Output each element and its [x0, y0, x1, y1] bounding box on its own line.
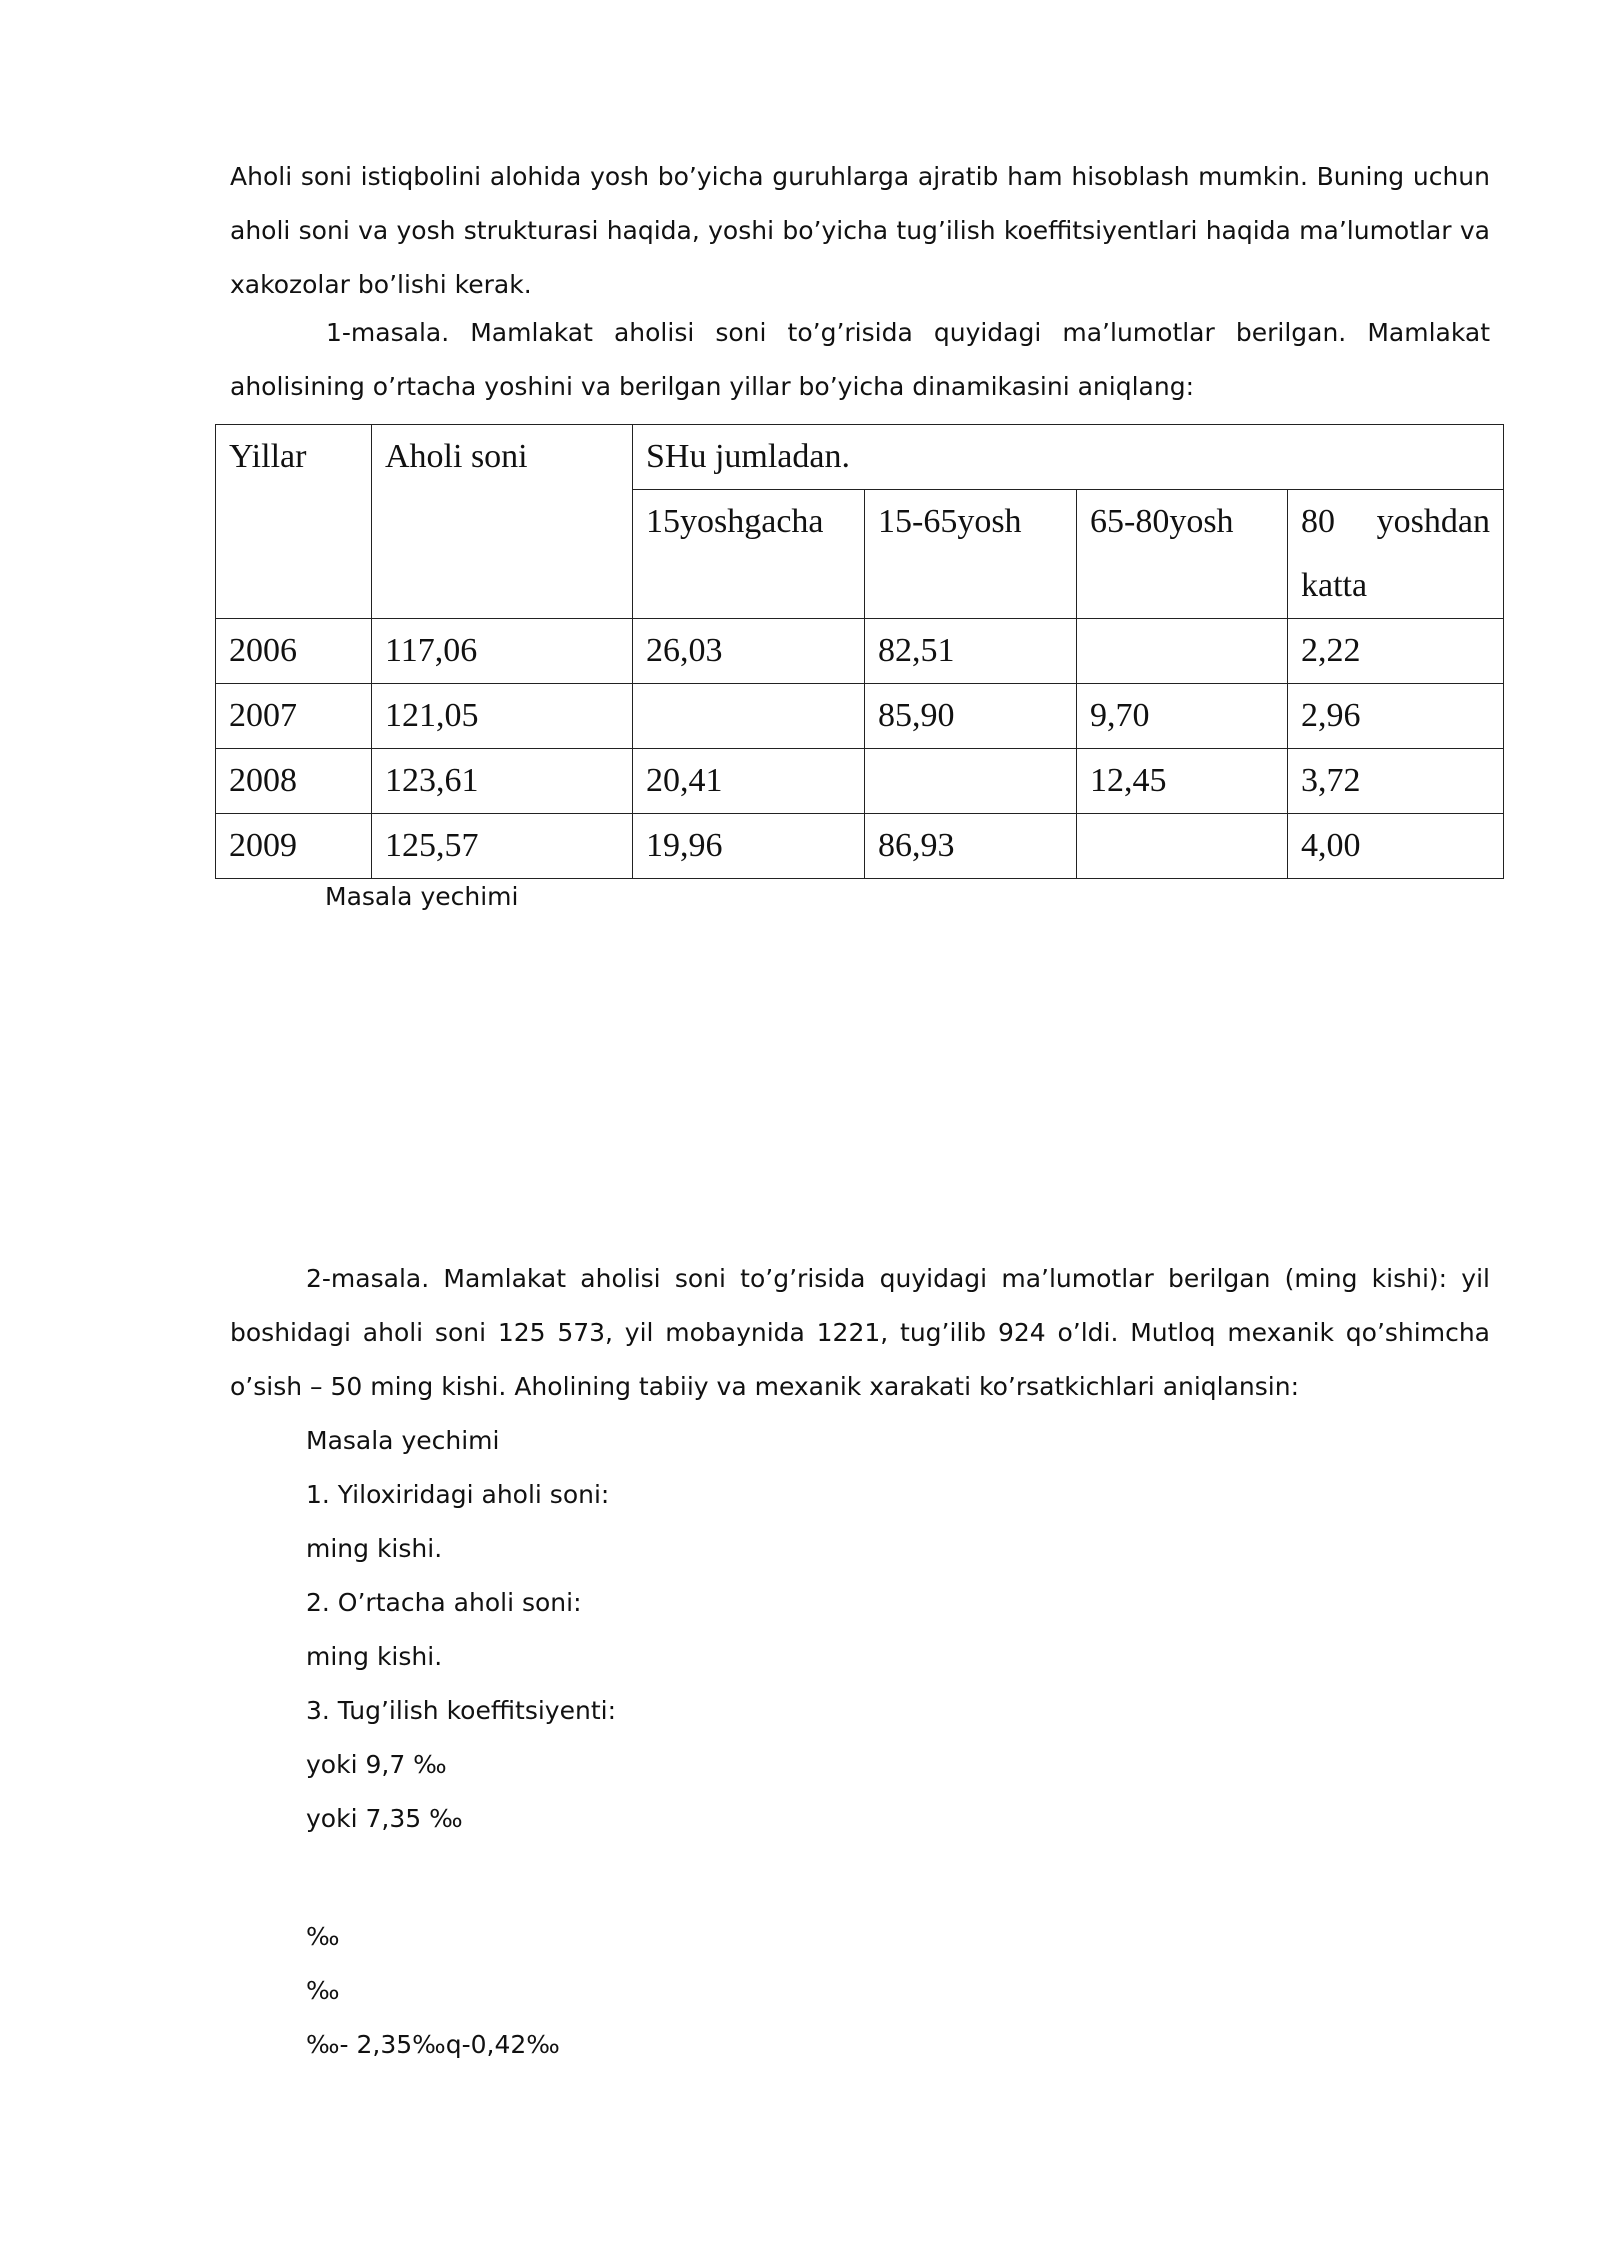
table-cell: 2006: [216, 619, 372, 684]
solution-line: ming kishi.: [306, 1534, 443, 1563]
table-row: [216, 684, 1504, 749]
solution-line: 3. Tug’ilish koeffitsiyenti:: [306, 1696, 616, 1725]
problem1-solution-label: Masala yechimi: [325, 882, 519, 911]
table-header-row: [216, 425, 1504, 490]
table-cell: [1077, 619, 1288, 684]
header-age-group: 15yoshgacha: [633, 490, 865, 619]
solution-line: ming kishi.: [306, 1642, 443, 1671]
solution-line: yoki 9,7 ‰: [306, 1750, 447, 1779]
table-cell: 26,03: [633, 619, 865, 684]
header-age-group: 65-80yosh: [1077, 490, 1288, 619]
table-cell: [1077, 814, 1288, 879]
table-cell: 2007: [216, 684, 372, 749]
solution-line: ‰: [306, 1922, 340, 1951]
solution-line: 1. Yiloxiridagi aholi soni:: [306, 1480, 610, 1509]
table-cell: 2008: [216, 749, 372, 814]
problem2-statement: 2-masala. Mamlakat aholisi soni to’g’risida quyidagi ma’lumotlar berilgan (ming kishi): yil boshidagi aholi soni 125 573, yil mobaynida 1221, tug’ilib 924 o’ldi. Mutloq mexanik qo’shimcha o’sish – 50 ming kishi. Aholining tabiiy va mexanik xarakati ko’rsatkichlari aniqlansin:: [230, 1264, 1490, 1401]
solution-line: 2. O’rtacha aholi soni:: [306, 1588, 582, 1617]
population-table: [215, 424, 1504, 879]
table-cell: 2009: [216, 814, 372, 879]
table-cell: 125,57: [372, 814, 633, 879]
table-row: [216, 619, 1504, 684]
table-row: [216, 749, 1504, 814]
solution-line: ‰: [306, 1976, 340, 2005]
table-cell: 3,72: [1288, 749, 1504, 814]
table-cell: 4,00: [1288, 814, 1504, 879]
table-row: [216, 814, 1504, 879]
table-cell: 82,51: [865, 619, 1077, 684]
problem1-statement: 1-masala. Mamlakat aholisi soni to’g’risida quyidagi ma’lumotlar berilgan. Mamlakat aholisining o’rtacha yoshini va berilgan yillar bo’yicha dinamikasini aniqlang:: [230, 318, 1490, 401]
table-cell: 2,22: [1288, 619, 1504, 684]
table-cell: 19,96: [633, 814, 865, 879]
header-age-group: 80 yoshdan katta: [1288, 490, 1504, 619]
table-cell: [633, 684, 865, 749]
header-age-group: 15-65yosh: [865, 490, 1077, 619]
table-cell: 2,96: [1288, 684, 1504, 749]
table-cell: 9,70: [1077, 684, 1288, 749]
table-cell: 117,06: [372, 619, 633, 684]
table-cell: 123,61: [372, 749, 633, 814]
header-population: Aholi soni: [372, 425, 633, 619]
table-cell: 12,45: [1077, 749, 1288, 814]
header-including: SHu jumladan.: [633, 425, 1504, 490]
table-cell: [865, 749, 1077, 814]
table-cell: 85,90: [865, 684, 1077, 749]
solution-line: yoki 7,35 ‰: [306, 1804, 463, 1833]
table-cell: 121,05: [372, 684, 633, 749]
table-cell: 86,93: [865, 814, 1077, 879]
solution-line: ‰- 2,35‰q-0,42‰: [306, 2030, 560, 2059]
problem2-solution-label: Masala yechimi: [306, 1426, 500, 1455]
table-cell: 20,41: [633, 749, 865, 814]
intro-paragraph: Aholi soni istiqbolini alohida yosh bo’yicha guruhlarga ajratib ham hisoblash mumkin. Buning uchun aholi soni va yosh strukturasi haqida, yoshi bo’yicha tug’ilish koeffitsiyentlari haqida ma’lumotlar va xakozolar bo’lishi kerak.: [230, 162, 1490, 299]
header-years: Yillar: [216, 425, 372, 619]
